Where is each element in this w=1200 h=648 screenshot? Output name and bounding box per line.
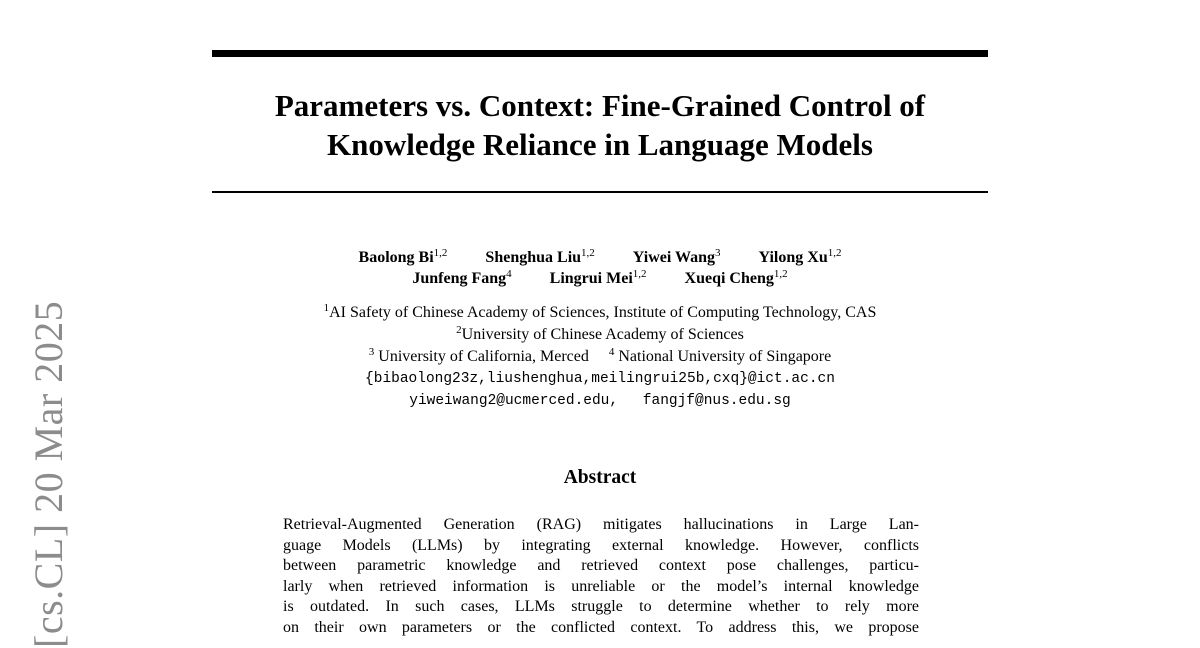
author: Lingrui Mei$^{1,2}$ [549, 268, 647, 287]
author: Yiwei Wang$^3$ [632, 247, 721, 266]
abstract-line: larly when retrieved information is unreliable or the model’s internal knowledge [283, 577, 919, 595]
author-emails [212, 390, 988, 412]
abstract-line: between parametric knowledge and retrieved context pose challenges, particu- [283, 557, 919, 574]
abstract-body [283, 515, 919, 638]
top-rule [212, 50, 988, 57]
title-line: Parameters vs. Context: Fine-Grained Control of [274, 88, 926, 123]
author: Baolong Bi$^{1,2}$ [358, 247, 448, 266]
affiliations [212, 302, 988, 412]
author-row [212, 268, 988, 289]
author: Junfeng Fang$^4$ [412, 268, 512, 287]
author: Xueqi Cheng$^{1,2}$ [684, 268, 788, 287]
title-rule [212, 191, 988, 193]
arxiv-sidebar-stamp: [cs.CL] 20 Mar 2025 [26, 300, 71, 648]
abstract-heading: Abstract [563, 467, 637, 488]
abstract-line: on their own parameters or the conflicted context. To address this, we propose [283, 618, 919, 636]
abstract-line: Retrieval-Augmented Generation (RAG) mitigates hallucinations in Large Lan- [283, 516, 919, 533]
author: Shenghua Liu$^{1,2}$ [485, 247, 595, 266]
abstract-line: is outdated. In such cases, LLMs struggle to determine whether to rely more [283, 598, 919, 615]
abstract-line: guage Models (LLMs) by integrating external knowledge. However, conflicts [283, 536, 919, 554]
paper-title [212, 86, 988, 164]
author-emails: {bibaolong23z,liushenghua,meilingrui25b,cxq}@ict.ac.cn [365, 371, 835, 387]
title-line: Knowledge Reliance in Language Models [327, 127, 873, 162]
author-list [212, 247, 988, 289]
author: Yilong Xu$^{1,2}$ [758, 247, 842, 266]
email: fangjf@nus.edu.sg [642, 393, 791, 409]
affiliation: $^1$AI Safety of Chinese Academy of Sciences, Institute of Computing Technology, CAS [323, 302, 877, 321]
email: yiweiwang2@ucmerced.edu, [409, 393, 619, 409]
author-row [212, 247, 988, 268]
affiliation: $^3$ University of California, Merced $^4$ National University of Singapore [368, 346, 832, 365]
affiliation: $^2$University of Chinese Academy of Sciences [456, 324, 744, 343]
